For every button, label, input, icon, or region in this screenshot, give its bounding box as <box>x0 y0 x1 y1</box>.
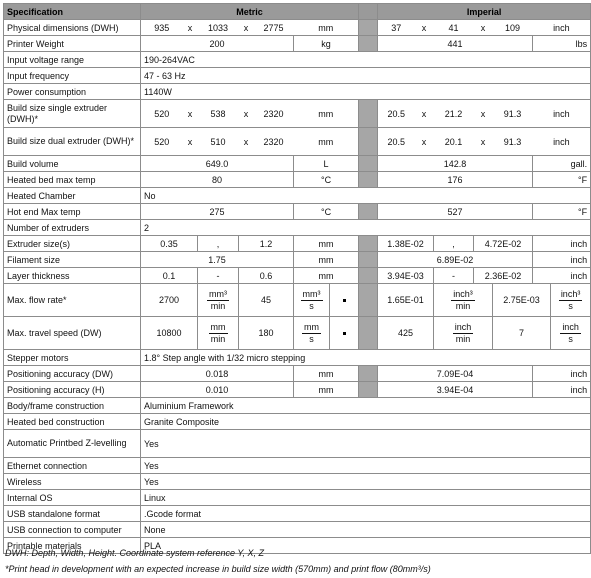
column-separator <box>359 4 378 20</box>
column-separator <box>359 128 378 156</box>
column-separator <box>359 382 378 398</box>
table-row: Layer thickness 0.1 - 0.6 mm 3.94E-03 - 2.36E-02 inch <box>4 268 591 284</box>
table-row: Build size single extruder (DWH)* 520 x 538 x 2320 mm 20.5 x 21.2 x 91.3 inch <box>4 100 591 128</box>
unit-fraction: $\frac{\text{mm³}}{\min}$ <box>209 288 227 311</box>
column-separator <box>359 36 378 52</box>
header-imperial: Imperial <box>378 4 591 20</box>
header-metric: Metric <box>141 4 359 20</box>
table-row: Extruder size(s) 0.35 , 1.2 mm 1.38E-02 , 4.72E-02 inch <box>4 236 591 252</box>
table-row: Power consumption 1140W <box>4 84 591 100</box>
table-row: Positioning accuracy (H) 0.010 mm 3.94E-04 inch <box>4 382 591 398</box>
table-row: Input frequency 47 - 63 Hz <box>4 68 591 84</box>
unit-fraction: $\frac{\text{inch}}{s}$ <box>562 321 579 344</box>
table-row: Positioning accuracy (DW) 0.018 mm 7.09E-04 inch <box>4 366 591 382</box>
table-row: Number of extruders 2 <box>4 220 591 236</box>
column-separator <box>359 20 378 36</box>
table-row: Hot end Max temp 275 °C 527 °F <box>4 204 591 220</box>
table-row: Heated bed construction Granite Composite <box>4 414 591 430</box>
column-separator <box>359 236 378 252</box>
dot-marker <box>343 299 346 302</box>
column-separator <box>359 172 378 188</box>
unit-fraction: $\frac{\text{inch}}{\min}$ <box>454 321 472 344</box>
column-separator <box>359 204 378 220</box>
table-row: Build size dual extruder (DWH)* 520 x 510 x 2320 mm 20.5 x 20.1 x 91.3 inch <box>4 128 591 156</box>
table-row: Filament size 1.75 mm 6.89E-02 inch <box>4 252 591 268</box>
table-row: Body/frame construction Aluminium Framework <box>4 398 591 414</box>
unit-fraction: $\frac{mm}{s}$ <box>304 321 319 344</box>
unit-fraction: $\frac{\text{inch³}}{\min}$ <box>453 288 473 311</box>
table-row: USB connection to computer None <box>4 522 591 538</box>
unit-fraction: $\frac{mm}{\min}$ <box>210 321 226 344</box>
table-row: Heated bed max temp 80 °C 176 °F <box>4 172 591 188</box>
header-row <box>4 4 591 20</box>
unit-fraction: $\frac{\text{mm³}}{s}$ <box>302 288 321 311</box>
table-row: Max. travel speed (DW) 10800 $\frac{mm}{\min}$ 180 $\frac{mm}{s}$ 425 $\frac{\text{inch}}{\min}$ 7 $\frac{\text{inch}}{s}$ <box>4 317 591 350</box>
table-row: Build volume 649.0 L 142.8 gall. <box>4 156 591 172</box>
table-row: Internal OS Linux <box>4 490 591 506</box>
table-row: Stepper motors 1.8° Step angle with 1/32 micro stepping <box>4 350 591 366</box>
column-separator <box>359 317 378 350</box>
table-row: Input voltage range 190-264VAC <box>4 52 591 68</box>
table-row: Max. flow rate* 2700 $\frac{\text{mm³}}{\min}$ 45 $\frac{\text{mm³}}{s}$ 1.65E-01 $\frac{\text{inch³}}{\min}$ 2.75E-03 $\frac{\text{inch³}}{s}$ <box>4 284 591 317</box>
table-row: Wireless Yes <box>4 474 591 490</box>
column-separator <box>359 252 378 268</box>
column-separator <box>359 366 378 382</box>
column-separator <box>359 156 378 172</box>
dot-marker <box>343 332 346 335</box>
table-row: Automatic Printbed Z-levelling Yes <box>4 430 591 458</box>
spec-table <box>3 3 591 554</box>
table-row: Heated Chamber No <box>4 188 591 204</box>
table-row: Printer Weight 200 kg 441 lbs <box>4 36 591 52</box>
footnotes <box>5 545 431 577</box>
table-row: Ethernet connection Yes <box>4 458 591 474</box>
table-row: Physical dimensions (DWH) 935 x 1033 x 2775 mm 37 x 41 x 109 inch <box>4 20 591 36</box>
table-row: USB standalone format .Gcode format <box>4 506 591 522</box>
table-row: Printable materials PLA <box>4 538 591 554</box>
footnote-print-head: *Print head in development with an expected increase in build size width (570mm) and print flow (80mm³/s) <box>5 564 431 574</box>
column-separator <box>359 100 378 128</box>
footnote-dwh: DWH: Depth, Width, Height. Coordinate system reference Y, X, Z <box>5 548 265 558</box>
column-separator <box>359 268 378 284</box>
header-spec: Specification <box>4 4 141 20</box>
unit-fraction: $\frac{\text{inch³}}{s}$ <box>560 288 581 311</box>
column-separator <box>359 284 378 317</box>
